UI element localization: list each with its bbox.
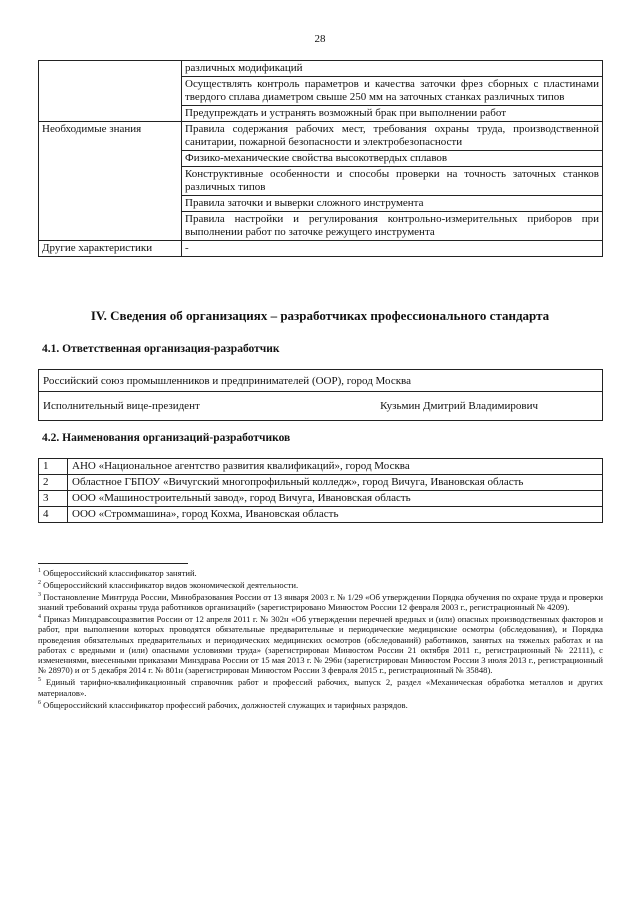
footnote-marker: 4 <box>38 614 41 621</box>
row-number: 1 <box>39 459 68 475</box>
section-title: IV. Сведения об организациях – разработчиках профессионального стандарта <box>90 308 550 323</box>
representative-name: Кузьмин Дмитрий Владимирович <box>380 400 538 412</box>
developer-name: ООО «Машиностроительный завод», город Вичуга, Ивановская область <box>68 491 603 507</box>
footnote-marker: 1 <box>38 568 41 574</box>
requirements-table <box>38 60 603 257</box>
knowledge-item: Конструктивные особенности и способы проверки на точность заточных станков различных типов <box>182 167 603 196</box>
responsible-heading: 4.1. Ответственная организация-разработчик <box>42 343 280 355</box>
table-row <box>39 491 603 507</box>
footnote-marker: 3 <box>38 592 41 599</box>
representative-position: Исполнительный вице-президент <box>43 400 200 412</box>
footnote-marker: 2 <box>38 580 41 587</box>
table-row <box>39 459 603 475</box>
responsible-org-name: Российский союз промышленников и предпринимателей (ООР), город Москва <box>39 370 603 392</box>
footnote-separator <box>38 563 188 564</box>
footnote-text: Общероссийский классификатор профессий рабочих, должностей служащих и тарифных разрядов. <box>43 699 408 710</box>
footnote-text: Приказ Минздравсоцразвития России от 12 апреля 2011 г. № 302н «Об утверждении перечней вредных и (или) опасных производственных факторов и работ, при выполнении которых проводятся обязательные предварительные и периодические медицинские осмотры (обследования), и Порядка проведения обязательных предварительных и периодических медицинских осмотров (обследований) работников, занятых на тяжелых работах и на работах с вредными и (или) опасными условиями труда» (зарегистрирован Минюстом России 21 октября 2011 г., регистрационный № 22111), с изменениями, внесенными приказами Минздрава России от 15 мая 2013 г. № 296н (зарегистрирован Минюстом России 3 июля 2013 г., регистрационный № 28970) и от 5 декабря 2014 г. № 801н (зарегистрирован Минюстом России 3 февраля 2015 г., регистрационный № 35848). <box>38 614 603 676</box>
table-row <box>39 122 603 151</box>
responsible-org-table <box>38 369 603 421</box>
knowledge-item: Правила содержания рабочих мест, требования охраны труда, производственной санитарии, пожарной безопасности и электробезопасности <box>182 122 603 151</box>
action-item: Предупреждать и устранять возможный брак при выполнении работ <box>182 106 603 122</box>
developers-heading: 4.2. Наименования организаций-разработчиков <box>42 432 291 444</box>
row-number: 4 <box>39 507 68 523</box>
action-item: различных модификаций <box>182 61 603 77</box>
developer-name: Областное ГБПОУ «Вичугский многопрофильный колледж», город Вичуга, Ивановская область <box>68 475 603 491</box>
footnote <box>38 698 603 710</box>
footnote <box>38 578 603 590</box>
table-row <box>39 370 603 392</box>
row-number: 2 <box>39 475 68 491</box>
table-row <box>39 507 603 523</box>
knowledge-item: Правила заточки и выверки сложного инструмента <box>182 196 603 212</box>
developers-table <box>38 458 603 523</box>
knowledge-item: Физико-механические свойства высокотвердых сплавов <box>182 151 603 167</box>
empty-label-cell <box>39 61 182 122</box>
footnote-text: Общероссийский классификатор занятий. <box>43 567 197 578</box>
footnote <box>38 566 603 578</box>
table-row <box>39 392 603 421</box>
other-label: Другие характеристики <box>39 241 182 257</box>
footnote <box>38 590 603 612</box>
footnote-text: Общероссийский классификатор видов экономической деятельности. <box>43 579 299 590</box>
page-number: 28 <box>314 33 326 45</box>
action-item: Осуществлять контроль параметров и качества заточки фрез сборных с пластинами твердого сплава диаметром свыше 250 мм на заточных станках различных типов <box>182 77 603 106</box>
knowledge-item: Правила настройки и регулирования контрольно-измерительных приборов при выполнении работ по заточке режущего инструмента <box>182 212 603 241</box>
other-value: - <box>182 241 603 257</box>
footnote <box>38 675 603 697</box>
footnotes <box>38 566 603 710</box>
row-number: 3 <box>39 491 68 507</box>
representative-cell <box>39 392 603 421</box>
table-row <box>39 475 603 491</box>
footnote-marker: 5 <box>38 677 41 684</box>
knowledge-label: Необходимые знания <box>39 122 182 241</box>
footnote-text: Постановление Минтруда России, Минобразования России от 13 января 2003 г. № 1/29 «Об утверждении Порядка обучения по охране труда и проверки знаний требований охраны труда работников организаций» (зарегистрировано Минюстом России 12 февраля 2003 г., регистрационный № 4209). <box>38 591 604 613</box>
footnote-text: Единый тарифно-квалификационный справочник работ и профессий рабочих, выпуск 2, раздел «Механическая обработка металлов и других материалов». <box>38 677 603 698</box>
footnote <box>38 612 603 675</box>
table-row <box>39 61 603 77</box>
footnote-marker: 6 <box>38 699 41 706</box>
developer-name: АНО «Национальное агентство развития квалификаций», город Москва <box>68 459 603 475</box>
developer-name: ООО «Строммашина», город Кохма, Ивановская область <box>68 507 603 523</box>
table-row <box>39 241 603 257</box>
